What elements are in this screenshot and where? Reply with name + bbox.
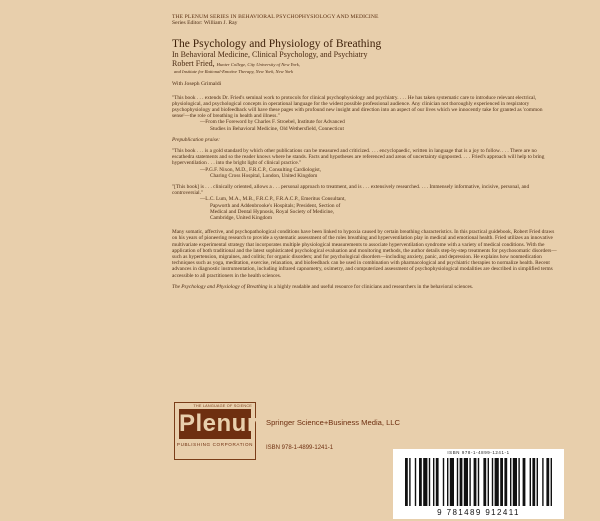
barcode-bar [436, 458, 439, 506]
barcode-bar [492, 458, 493, 506]
prepub-quote-1: "This book . . . is a gold standard by which other publications can be measured and criticized. . . . encyclopaedic, written in language that is a joy to follow. . . . There are no escathedra statements and so the reader knows where he stands. Facts and hypotheses are referenced and areas of uncertainty signposted. . . . Fried's approach will help to bring hyperventilation . . . into the bright light of clinical practice." [172, 148, 545, 167]
description-closing [172, 284, 560, 290]
barcode-bar [537, 458, 538, 506]
barcode-bar [415, 458, 416, 506]
coauthor: With Joseph Grimaldi [172, 81, 222, 88]
foreword-quote: "This book . . . extends Dr. Fried's seminal work to protocols for clinical psychophysiology and psychiatry. . . . He has taken systematic care to introduce relevant electrical, physiological, and psychological concepts in operational language for the widest possible professional audience. Any clinician not thoroughly experienced in respiratory psychophysiology and biofeedback will have these pages with profound new insight and direction into an aspect of our lives which we innocently take for granted as 'common sense'—the role of breathing in health and illness." [172, 94, 543, 120]
barcode-bar [464, 458, 468, 506]
logo-wordmark: Plenum [179, 410, 269, 437]
barcode-bar [504, 458, 507, 506]
foreword-attribution-1: —From the Foreword by Charles F. Stroebel, Institute for Advanced [200, 119, 345, 126]
prepub-attribution-2b: Papworth and Addenbrooke's Hospitals; President, Section of [210, 202, 341, 209]
barcode-bar [530, 458, 531, 506]
barcode-bar [469, 458, 470, 506]
barcode-bar [457, 458, 458, 506]
author-name: Robert Fried, [172, 59, 215, 69]
barcode-bar [478, 458, 479, 506]
prepub-attribution-1a: —P.G.F. Nixon, M.D., F.R.C.P., Consulting Cardiologist, [200, 166, 322, 173]
barcode-bar [488, 458, 489, 506]
series-name: THE PLENUM SERIES IN BEHAVIORAL PSYCHOPHYSIOLOGY AND MEDICINE [172, 14, 379, 20]
isbn-barcode [393, 449, 564, 519]
barcode-bar [495, 458, 499, 506]
prepub-attribution-2c: Medical and Dental Hypnosis, Royal Society of Medicine, [210, 208, 335, 215]
prepub-quote-2: "[This book] is . . . clinically oriented, allows a . . . personal approach to treatment, and is . . . extensively researched. . . . Immensely informative, incisive, personal, and controversial." [172, 184, 530, 197]
barcode-bar [423, 458, 427, 506]
prepub-attribution-2a: —L.C. Lum, M.A., M.B., F.R.C.P., F.R.A.C.P., Emeritus Consultant, [200, 196, 346, 203]
barcode-bar [532, 458, 535, 506]
description-closing-rest: is a highly readable and useful resource for clinicians and researchers in the behavioral sciences. [267, 283, 474, 290]
series-editor: Series Editor: William J. Ray [172, 20, 238, 27]
prepub-label: Prepublication praise: [172, 136, 220, 143]
barcode-bar [460, 458, 463, 506]
book-title: The Psychology and Physiology of Breathing [172, 38, 382, 51]
author-line [172, 59, 560, 69]
barcode-bar [542, 458, 543, 506]
barcode-bar [518, 458, 519, 506]
barcode-bar [523, 458, 526, 506]
barcode-bar [447, 458, 448, 506]
prepub-attribution-1b: Charing Cross Hospital, London, United Kingdom [210, 172, 318, 179]
barcode-bar [405, 458, 408, 506]
barcode-bar [500, 458, 503, 506]
barcode-bar [450, 458, 454, 506]
logo-subtitle: PUBLISHING CORPORATION [176, 442, 254, 447]
barcode-bar [551, 458, 552, 506]
barcode-bar [474, 458, 477, 506]
barcode-isbn-text: ISBN 978-1-4899-1241-1 [447, 450, 510, 455]
book-subtitle: In Behavioral Medicine, Clinical Psychology, and Psychiatry [172, 50, 368, 60]
author-affiliation-2: and Institute for Rational-Emotive Therapy, New York, New York [174, 69, 294, 75]
barcode-bar [510, 458, 511, 506]
barcode-bar [443, 458, 444, 506]
barcode-bar [513, 458, 517, 506]
barcode-bar [419, 458, 422, 506]
logo-tagline: THE LANGUAGE OF SCIENCE [193, 404, 252, 408]
barcode-bar [546, 458, 549, 506]
description-body: Many somatic, affective, and psychopathological conditions have been linked to hypoxia caused by certain breathing characteristics. In this practical guidebook, Robert Fried draws on his years of pioneering research to provide a systematic assessment of the roles breathing and hyperventilation play in medical and emotional health. Fried utilizes an innovative multivariate experimental strategy that incorporates multiple physiological measurements to associate hyperventilation syndrome with a variety of medical conditions. With the application of both traditional and the latest sophisticated psychological evaluation and monitoring methods, the author details step-by-step treatments for psychosomatic disorders—such as hypertension, migraines, and colitis; for organic disorders; and for psychological disorders—including anxiety, panic, and depression. He explains how nonmedication techniques such as yoga, meditation, exercise, relaxation, and biofeedback can be used in combination with pharmacological and psychiatric therapies to normalize health. Recent advances in diagnostic instrumentation, including infrared capnometry, oximetry, and computerized assessment of psychophysiological modalities are described in simplified terms accessible to all practitioners in the health sciences. [172, 229, 557, 279]
foreword-attribution-2: Studies in Behavioral Medicine, Old Wethersfield, Connecticut [210, 125, 344, 132]
barcode-bar [429, 458, 430, 506]
plenum-logo [174, 402, 269, 460]
description-closing-title: The Psychology and Physiology of Breathing [172, 283, 268, 290]
prepub-attribution-2d: Cambridge, United Kingdom [210, 215, 272, 222]
barcode-digits: 9 781489 912411 [437, 508, 520, 517]
isbn-text: ISBN 978-1-4899-1241-1 [266, 445, 334, 451]
cover-text [172, 14, 560, 290]
barcode-bar [433, 458, 434, 506]
barcode-bar [409, 458, 410, 506]
barcode-bar [483, 458, 486, 506]
author-affiliation-1: Hunter College, City University of New York, [216, 62, 300, 68]
publisher-name: Springer Science+Business Media, LLC [266, 418, 401, 427]
